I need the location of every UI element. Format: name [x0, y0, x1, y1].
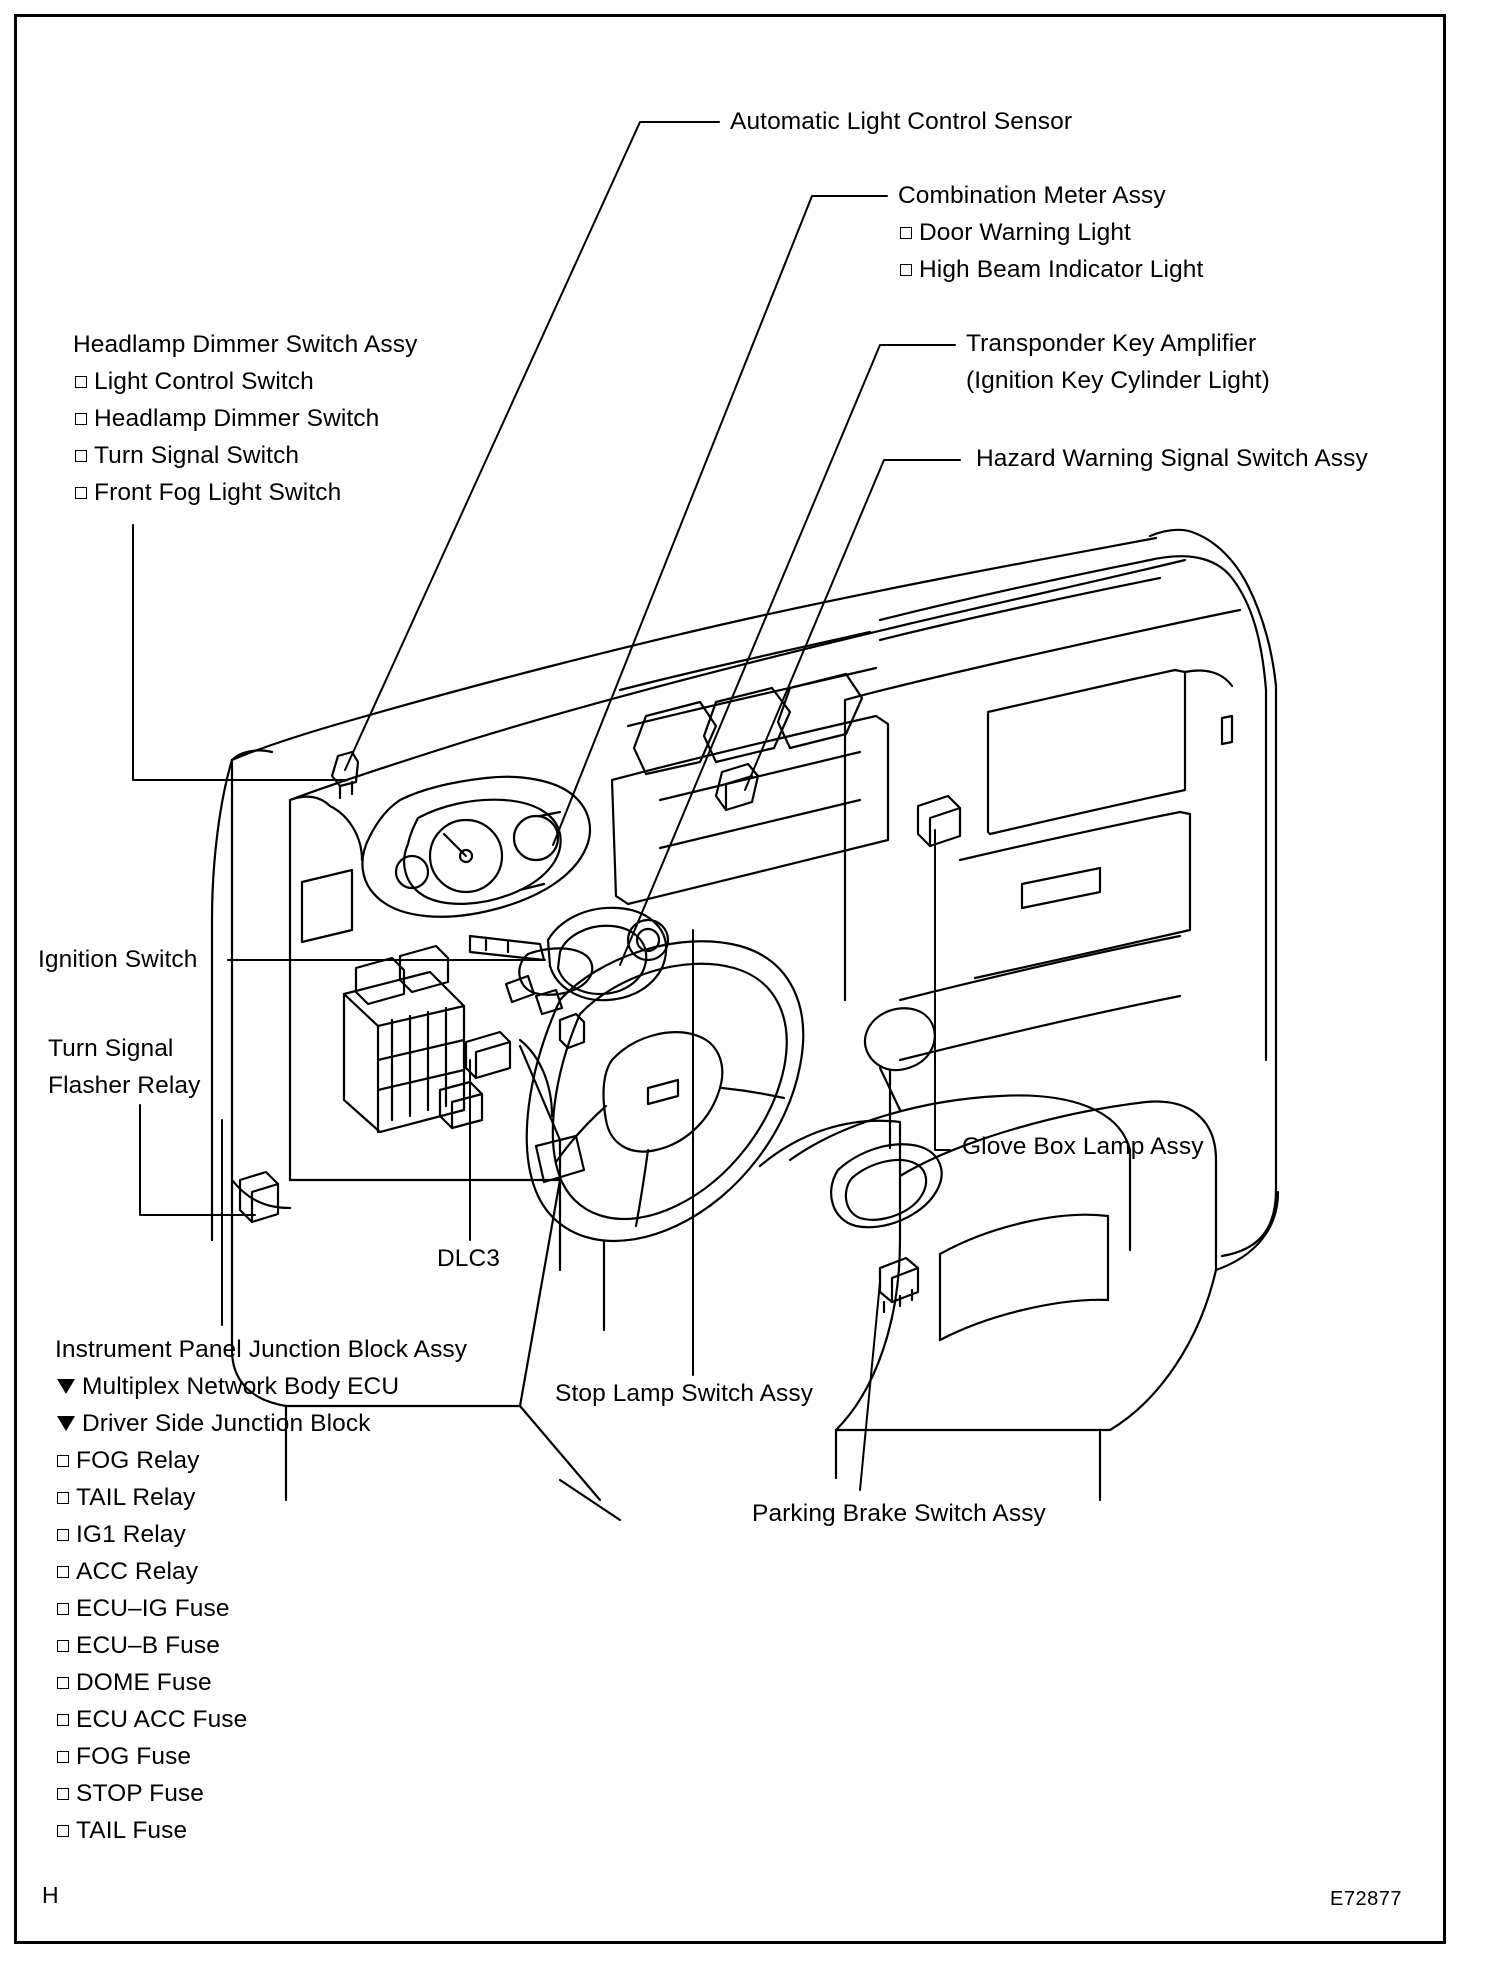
callout-item: ECU–B Fuse	[55, 1627, 467, 1664]
callout-title: Stop Lamp Switch Assy	[555, 1380, 814, 1407]
callout-item: ECU ACC Fuse	[55, 1701, 467, 1738]
callout-item: Driver Side Junction Block	[55, 1405, 467, 1442]
callout-parking-brake-switch-assy	[752, 1495, 1046, 1532]
callout-automatic-light-control-sensor	[730, 103, 1072, 140]
callout-title-line2: Flasher Relay	[48, 1072, 201, 1099]
callout-title: Headlamp Dimmer Switch Assy	[73, 331, 418, 358]
callout-turn-signal-flasher-relay	[48, 1030, 200, 1104]
callout-combination-meter-assy	[898, 177, 1203, 288]
callout-item: STOP Fuse	[55, 1775, 467, 1812]
footer-figure-code: E72877	[1330, 1888, 1402, 1910]
callout-instrument-panel-junction-block-assy	[55, 1331, 467, 1849]
callout-ignition-switch	[38, 941, 197, 978]
callout-title: Parking Brake Switch Assy	[752, 1500, 1046, 1527]
callout-item: ACC Relay	[55, 1553, 467, 1590]
callout-hazard-warning-signal-switch-assy	[976, 440, 1368, 477]
callout-item: TAIL Fuse	[55, 1812, 467, 1849]
callout-title: Ignition Switch	[38, 946, 198, 973]
callout-title: DLC3	[437, 1245, 501, 1272]
callout-item: TAIL Relay	[55, 1479, 467, 1516]
callout-item: Multiplex Network Body ECU	[55, 1368, 467, 1405]
callout-title: Automatic Light Control Sensor	[730, 108, 1073, 135]
callout-title: Hazard Warning Signal Switch Assy	[976, 445, 1368, 472]
callout-stop-lamp-switch-assy	[555, 1375, 813, 1412]
callout-title: Instrument Panel Junction Block Assy	[55, 1336, 468, 1363]
callout-item: Headlamp Dimmer Switch	[73, 400, 417, 437]
callout-transponder-key-amplifier	[966, 325, 1270, 399]
callout-item: High Beam Indicator Light	[898, 251, 1203, 288]
footer-page-marker: H	[42, 1882, 59, 1908]
callout-item: Light Control Switch	[73, 363, 417, 400]
callout-item: IG1 Relay	[55, 1516, 467, 1553]
callout-item: DOME Fuse	[55, 1664, 467, 1701]
callout-item: FOG Fuse	[55, 1738, 467, 1775]
callout-subtitle: (Ignition Key Cylinder Light)	[966, 367, 1270, 394]
callout-dlc3	[437, 1240, 500, 1277]
callout-title: Glove Box Lamp Assy	[962, 1133, 1204, 1160]
callout-title: Combination Meter Assy	[898, 182, 1166, 209]
callout-item: Door Warning Light	[898, 214, 1203, 251]
callout-item: ECU–IG Fuse	[55, 1590, 467, 1627]
callout-title: Turn Signal	[48, 1035, 174, 1062]
callout-glove-box-lamp-assy	[962, 1128, 1204, 1165]
callout-item: Turn Signal Switch	[73, 437, 417, 474]
callout-title: Transponder Key Amplifier	[966, 330, 1257, 357]
callout-headlamp-dimmer-switch-assy	[73, 326, 417, 511]
callout-item: FOG Relay	[55, 1442, 467, 1479]
callout-item: Front Fog Light Switch	[73, 474, 417, 511]
